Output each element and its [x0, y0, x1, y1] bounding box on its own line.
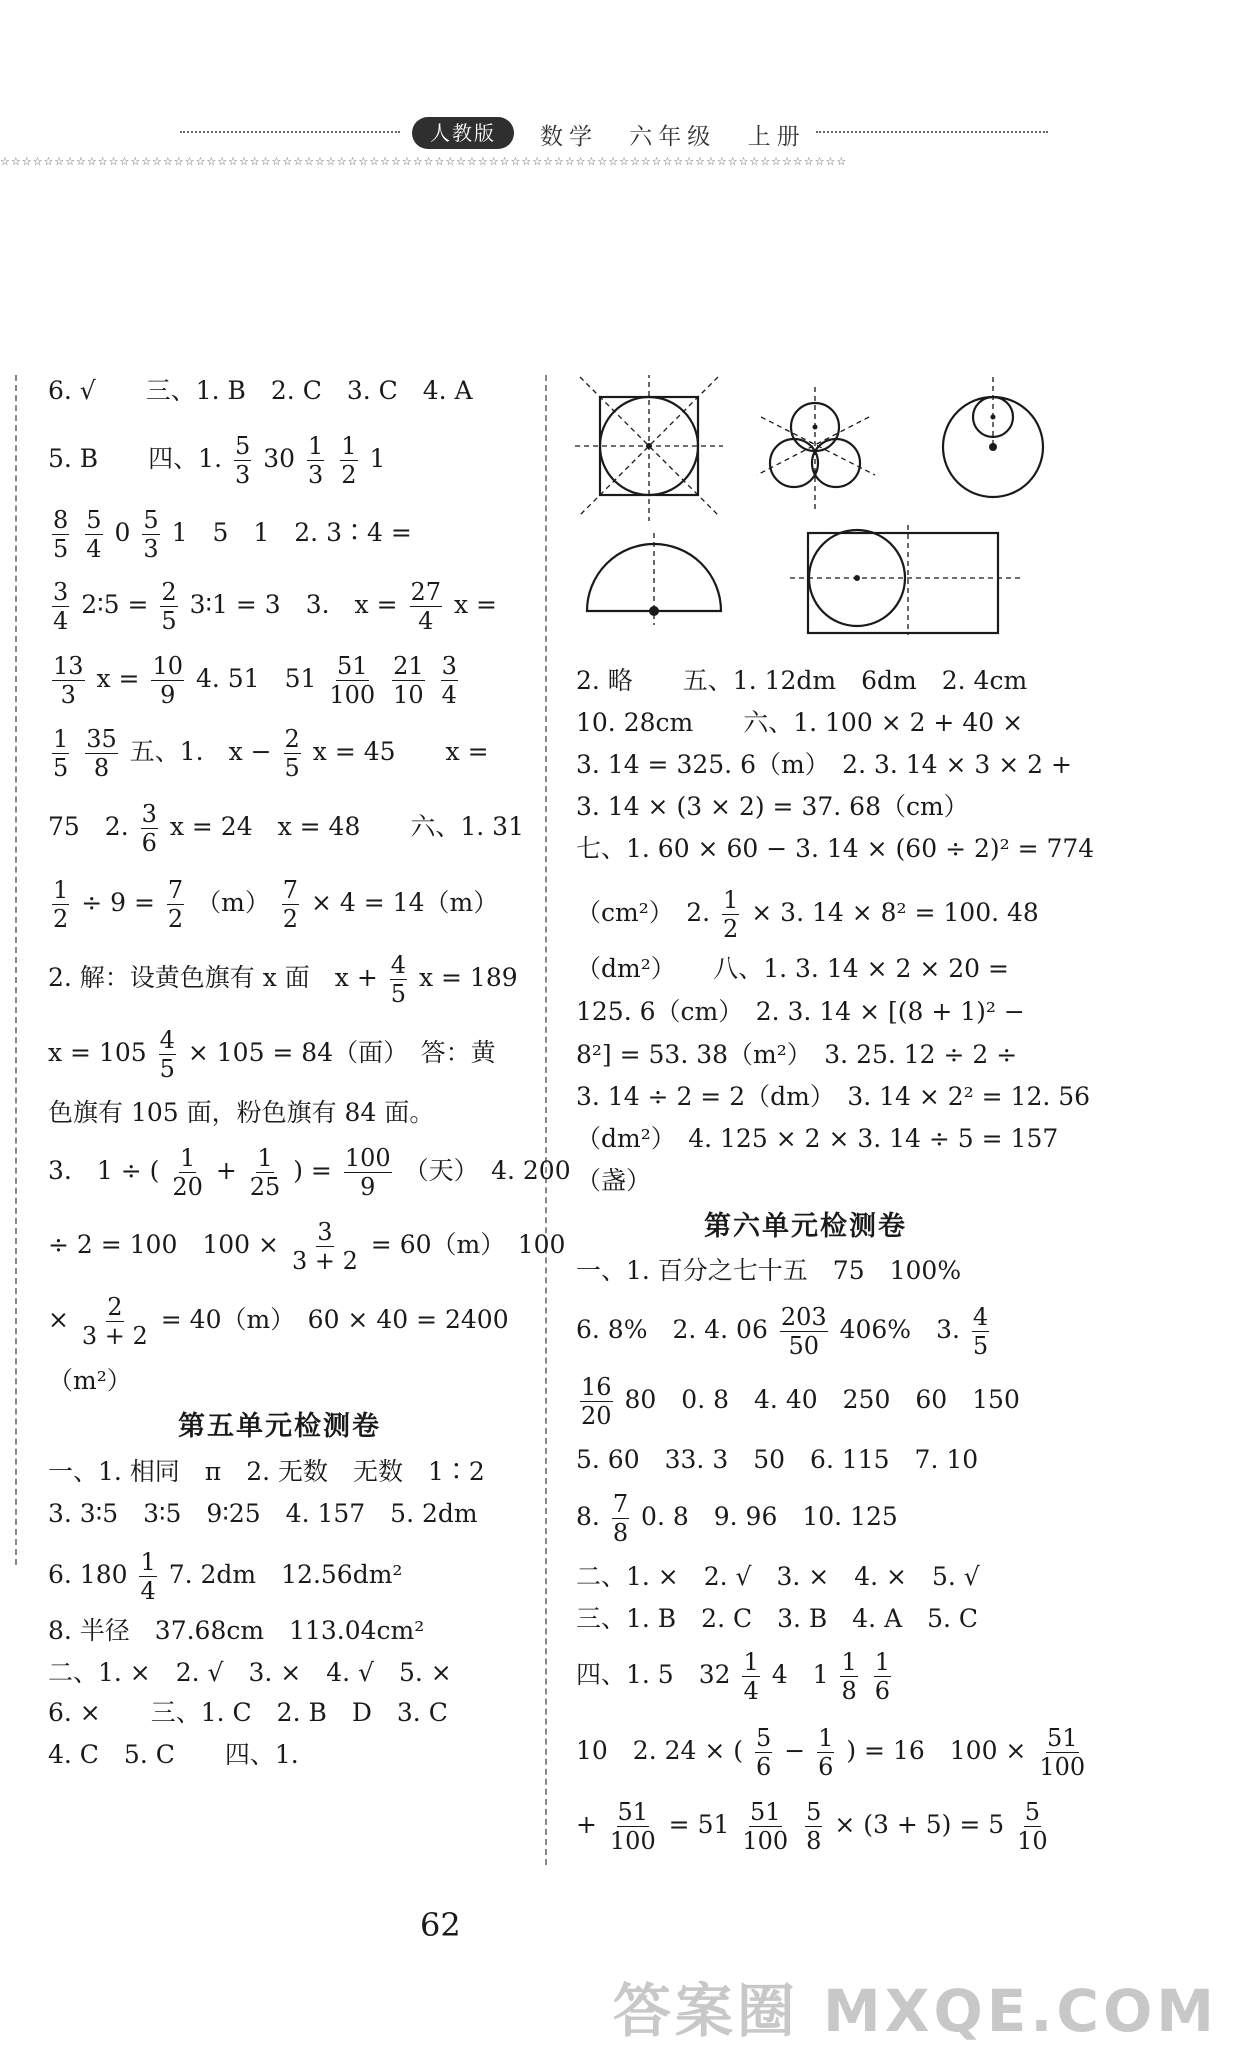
answer-line: 二、1. × 2. √ 3. × 4. √ 5. ×: [48, 1658, 452, 1687]
answer-line: 一、1. 百分之七十五 75 100%: [576, 1256, 962, 1285]
fraction: $\frac{3}{4}$: [53, 578, 69, 635]
answer-line: $\frac{3}{4}$ 2∶5 = $\frac{2}{5}$ 3∶1 = 3 3. x = $\frac{27}{4}$ x =: [53, 578, 498, 635]
answer-line: × $\frac{2}{3 + 2}$ = 40（m） 60 × 40 = 2400: [48, 1293, 509, 1350]
answer-line: 5. B 四、1. $\frac{5}{3}$ 30 $\frac{1}{3}$ $\frac{1}{2}$ 1: [48, 432, 386, 489]
answer-line: 3. 14 = 325. 6（m） 2. 3. 14 × 3 × 2 +: [576, 750, 1072, 779]
fraction: $\frac{7}{2}$: [167, 876, 184, 933]
column-divider: [545, 375, 547, 1865]
left-margin-rule: [15, 375, 17, 1565]
fraction: $\frac{203}{50}$: [780, 1303, 827, 1360]
header-rule-right: [816, 131, 1048, 133]
fraction: $\frac{5}{8}$: [806, 1798, 822, 1855]
fraction: $\frac{5}{10}$: [1017, 1798, 1048, 1855]
answer-line: 8. $\frac{7}{8}$ 0. 8 9. 96 10. 125: [576, 1490, 898, 1547]
fraction: $\frac{21}{10}$: [393, 652, 424, 709]
fraction: $\frac{1}{5}$: [53, 725, 69, 782]
answer-line: 4. C 5. C 四、1.: [48, 1740, 299, 1769]
answer-line: 6. × 三、1. C 2. B D 3. C: [48, 1698, 448, 1727]
fraction: $\frac{3}{6}$: [141, 800, 157, 857]
publisher-logo: 人教版: [412, 117, 514, 149]
fraction: $\frac{51}{100}$: [609, 1798, 656, 1855]
section-title-unit6: 第六单元检测卷: [704, 1211, 907, 1242]
answer-line: $\frac{16}{20}$ 80 0. 8 4. 40 250 60 150: [581, 1373, 1020, 1430]
header-rule-left: [180, 131, 400, 133]
fraction: $\frac{1}{4}$: [140, 1548, 156, 1605]
answer-line: 2. 略 五、1. 12dm 6dm 2. 4cm: [576, 666, 1028, 695]
header-subject: 数学 六年级 上册: [540, 124, 806, 150]
fraction: $\frac{1}{6}$: [874, 1648, 890, 1705]
answer-line: 二、1. × 2. √ 3. × 4. × 5. √: [576, 1562, 980, 1591]
fraction: $\frac{5}{4}$: [86, 506, 102, 563]
fraction: $\frac{1}{25}$: [249, 1144, 281, 1201]
page-number: 62: [420, 1906, 461, 1944]
answer-line: 色旗有 105 面，粉色旗有 84 面。: [48, 1098, 435, 1127]
answer-line: （cm²） 2. $\frac{1}{2}$ × 3. 14 × 8² = 100. 48: [576, 886, 1039, 943]
answer-line: + $\frac{51}{100}$ = 51 $\frac{51}{100}$ $\frac{5}{8}$ × (3 + 5) = 5 $\frac{5}{10}$: [576, 1798, 1048, 1855]
fraction: $\frac{10}{9}$: [152, 652, 183, 709]
answer-line: （dm²） 4. 125 × 2 × 3. 14 ÷ 5 = 157: [576, 1124, 1059, 1153]
fraction: $\frac{3}{3 + 2}$: [291, 1218, 358, 1275]
fraction: $\frac{3}{4}$: [441, 652, 457, 709]
circle-left: [770, 439, 818, 487]
answer-line: （盏）: [576, 1166, 652, 1195]
fraction: $\frac{2}{5}$: [161, 578, 177, 635]
fraction: $\frac{7}{2}$: [282, 876, 299, 933]
fraction: $\frac{5}{3}$: [143, 506, 159, 563]
fraction: $\frac{100}{9}$: [344, 1144, 391, 1201]
watermark-logo: 答案圈 MXQE.COM: [612, 1977, 1218, 2045]
answer-line: ÷ 2 = 100 100 × $\frac{3}{3 + 2}$ = 60（m） 100: [48, 1218, 566, 1275]
fraction: $\frac{4}{5}$: [159, 1026, 175, 1083]
fraction: $\frac{1}{4}$: [743, 1648, 759, 1705]
answer-line: 125. 6（cm） 2. 3. 14 × [(8 + 1)² −: [576, 997, 1025, 1026]
fraction: $\frac{16}{20}$: [581, 1373, 612, 1430]
answer-line: 3. 3∶5 3∶5 9∶25 4. 157 5. 2dm: [48, 1499, 478, 1528]
fraction: $\frac{1}{2}$: [341, 432, 357, 489]
fraction: $\frac{1}{20}$: [172, 1144, 203, 1201]
answer-line: 一、1. 相同 π 2. 无数 无数 1∶2: [48, 1457, 485, 1486]
fraction: $\frac{1}{2}$: [723, 886, 739, 943]
answer-line: $\frac{8}{5}$ $\frac{5}{4}$ 0 $\frac{5}{3}$ 1 5 1 2. 3∶4 =: [53, 506, 412, 563]
answer-line: 6. 8% 2. 4. 06 $\frac{203}{50}$ 406% 3. $\frac{4}{5}$: [576, 1303, 989, 1360]
section-title-unit5: 第五单元检测卷: [178, 1411, 381, 1442]
fraction: $\frac{51}{100}$: [329, 652, 376, 709]
answer-line: 5. 60 33. 3 50 6. 115 7. 10: [576, 1445, 979, 1474]
answer-line: 3. 14 ÷ 2 = 2（dm） 3. 14 × 2² = 12. 56: [576, 1082, 1091, 1111]
answer-line: （m²）: [48, 1366, 132, 1395]
fraction: $\frac{1}{2}$: [53, 876, 69, 933]
fraction: $\frac{2}{5}$: [284, 725, 300, 782]
answer-line: 6. 180 $\frac{1}{4}$ 7. 2dm 12.56dm²: [48, 1548, 403, 1605]
answer-line: $\frac{1}{2}$ ÷ 9 = $\frac{7}{2}$ （m） $\frac{7}{2}$ × 4 = 14（m）: [53, 876, 499, 933]
fraction: $\frac{13}{3}$: [53, 652, 84, 709]
answer-line: $\frac{13}{3}$ x = $\frac{10}{9}$ 4. 51 51 $\frac{51}{100}$ $\frac{21}{10}$ $\frac{3}{4}$: [53, 652, 457, 709]
answer-line: 3. 1 ÷ ( $\frac{1}{20}$ + $\frac{1}{25}$ ) = $\frac{100}{9}$ （天） 4. 200: [48, 1144, 571, 1201]
answer-line: 2. 解：设黄色旗有 x 面 x + $\frac{4}{5}$ x = 189: [48, 951, 518, 1008]
answer-line: 3. 14 × (3 × 2) = 37. 68（cm）: [576, 792, 969, 821]
fraction: $\frac{35}{8}$: [86, 725, 117, 782]
fraction: $\frac{2}{3 + 2}$: [81, 1293, 148, 1350]
answer-line: 6. √ 三、1. B 2. C 3. C 4. A: [48, 376, 473, 405]
answer-line: 8²] = 53. 38（m²） 3. 25. 12 ÷ 2 ÷: [576, 1040, 1018, 1069]
answer-line: 四、1. 5 32 $\frac{1}{4}$ 4 1 $\frac{1}{8}$ $\frac{1}{6}$: [576, 1648, 890, 1705]
fraction: $\frac{51}{100}$: [1039, 1724, 1086, 1781]
fraction: $\frac{27}{4}$: [410, 578, 442, 635]
fraction: $\frac{1}{6}$: [818, 1724, 834, 1781]
header-star-border: ☆☆☆☆☆☆☆☆☆☆☆☆☆☆☆☆☆☆☆☆☆☆☆☆☆☆☆☆☆☆☆☆☆☆☆☆☆☆☆☆☆☆☆☆☆☆☆☆☆☆☆☆☆☆☆☆☆☆☆☆☆☆☆☆☆☆☆☆☆☆☆☆☆☆☆☆☆☆: [0, 155, 848, 168]
fraction: $\frac{5}{3}$: [234, 432, 251, 489]
answer-line: x = 105 $\frac{4}{5}$ × 105 = 84（面） 答：黄: [48, 1026, 496, 1083]
answer-line: 75 2. $\frac{3}{6}$ x = 24 x = 48 六、1. 31: [48, 800, 524, 857]
rectangle-figure: [808, 533, 998, 633]
geometry-figures: [565, 375, 1065, 635]
fraction: $\frac{7}{8}$: [612, 1490, 629, 1547]
fraction: $\frac{1}{8}$: [841, 1648, 857, 1705]
fraction: $\frac{8}{5}$: [53, 506, 69, 563]
fraction: $\frac{5}{6}$: [755, 1724, 772, 1781]
answer-line: （dm²） 八、1. 3. 14 × 2 × 20 =: [576, 954, 1009, 983]
answer-line: 七、1. 60 × 60 − 3. 14 × (60 ÷ 2)² = 774: [576, 834, 1095, 863]
answer-line: 8. 半径 37.68cm 113.04cm²: [48, 1616, 425, 1645]
fraction: $\frac{1}{3}$: [307, 432, 324, 489]
fraction: $\frac{4}{5}$: [390, 951, 407, 1008]
answer-line: 三、1. B 2. C 3. B 4. A 5. C: [576, 1604, 979, 1633]
fraction: $\frac{4}{5}$: [972, 1303, 989, 1360]
answer-line: 10 2. 24 × ( $\frac{5}{6}$ − $\frac{1}{6}$ ) = 16 100 × $\frac{51}{100}$: [576, 1724, 1086, 1781]
answer-line: $\frac{1}{5}$ $\frac{35}{8}$ 五、1. x − $\frac{2}{5}$ x = 45 x =: [53, 725, 489, 782]
answer-line: 10. 28cm 六、1. 100 × 2 + 40 ×: [576, 708, 1024, 737]
fraction: $\frac{51}{100}$: [742, 1798, 789, 1855]
